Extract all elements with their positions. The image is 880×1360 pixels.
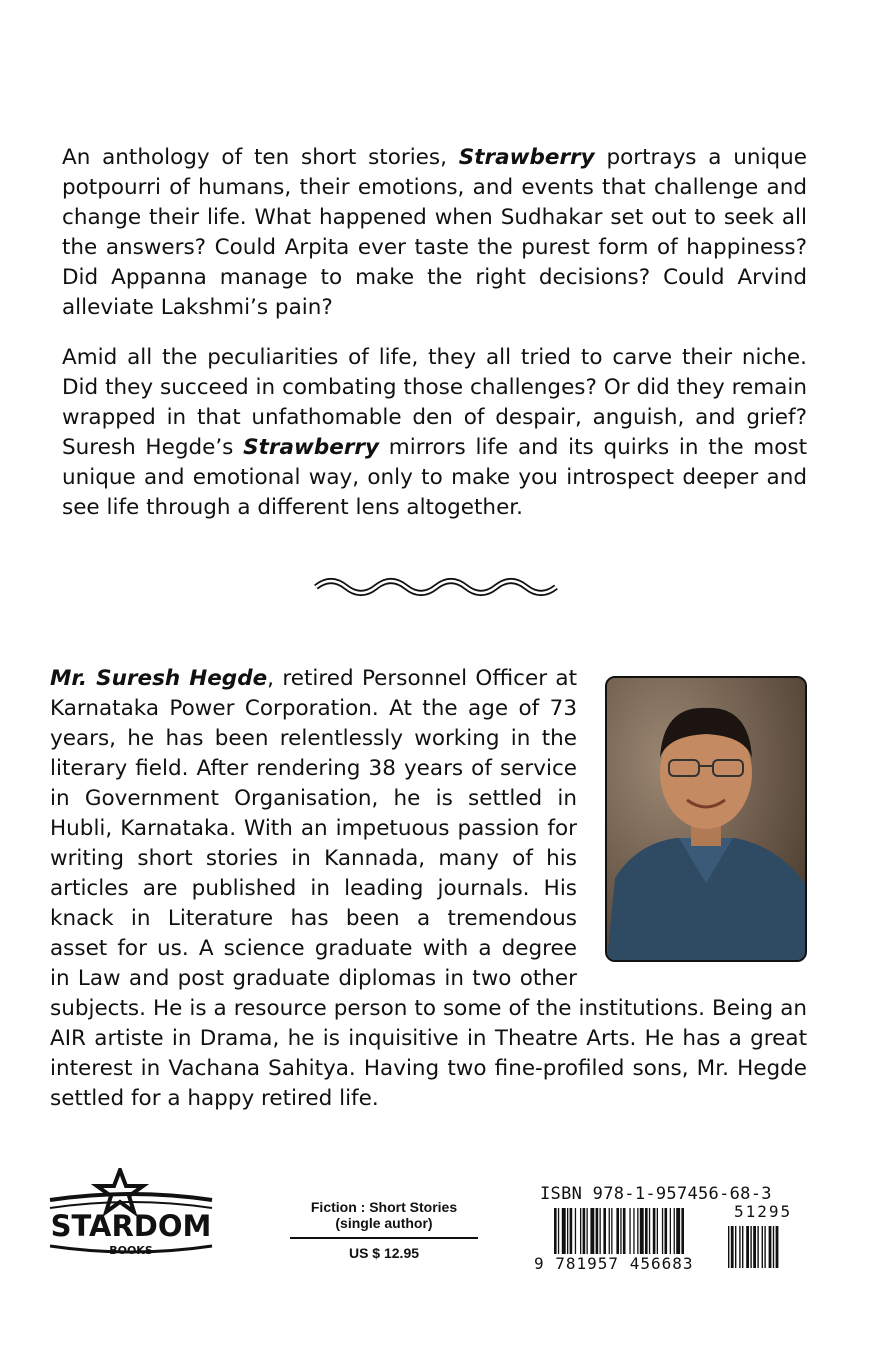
barcode-bar — [674, 1208, 675, 1260]
author-bio-text: , retired Personnel Officer at Karnataka Power Corporation. At the age of 73 years, he has been relentlessly working in the literary field. After rendering 38 years of service in Government Organisation, he is settled in Hubli, Karnataka. With an impetuous passion for writing short stories in Kannada, many of his articles are published in leading journals. His knack in Literature has been a tremendous asset for us. A science graduate with a degree in Law and post graduate diplomas in two other subjects. He is a resource person to some of the institutions. Being an AIR artiste in Drama, he is inquisitive in Theatre Arts. He has a great interest in Vachana Sahitya. Having two fine-profiled sons, Mr. Hegde settled for a happy retired life. — [50, 666, 807, 1111]
barcode-bar — [587, 1208, 588, 1260]
barcode-bar — [603, 1208, 606, 1260]
wave-divider-icon — [312, 572, 558, 602]
author-portrait-icon — [607, 678, 805, 960]
isbn-barcode — [534, 1184, 814, 1284]
barcode-bar — [653, 1208, 656, 1260]
price-label: US $ 12.95 — [348, 1245, 420, 1261]
author-bio — [50, 664, 807, 1114]
barcode-addon-bar — [753, 1226, 756, 1268]
barcode-bar — [616, 1208, 619, 1260]
barcode-bar — [609, 1208, 610, 1260]
divider — [290, 1237, 478, 1239]
barcode-bar — [580, 1208, 581, 1260]
blurb-text: An anthology of ten short stories, — [62, 145, 459, 170]
barcode-bar — [583, 1208, 586, 1260]
barcode-bar — [558, 1208, 559, 1260]
genre-label: Fiction : Short Stories — [310, 1199, 458, 1215]
barcode-bar — [600, 1208, 601, 1260]
genre-price-block — [290, 1199, 478, 1261]
barcode-bar — [623, 1208, 626, 1260]
barcode-addon-bar — [742, 1226, 743, 1268]
barcode-addon-bar — [746, 1226, 749, 1268]
genre-sublabel: (single author) — [335, 1215, 433, 1231]
isbn-digits: 9 781957 456683 — [534, 1254, 694, 1273]
barcode-bar — [596, 1208, 599, 1260]
barcode-bar — [611, 1208, 612, 1260]
barcode-bar — [637, 1208, 638, 1260]
barcode-bar — [645, 1208, 648, 1260]
barcode-bar — [562, 1208, 566, 1260]
barcode-addon-bar — [735, 1226, 736, 1268]
barcode-bar — [665, 1208, 668, 1260]
barcode-addon-bar — [776, 1226, 779, 1268]
barcode-addon-bar — [762, 1226, 763, 1268]
blurb-paragraph-2 — [62, 343, 807, 523]
barcode-bar — [620, 1208, 621, 1260]
barcode-bar — [640, 1208, 644, 1260]
author-name: Mr. Suresh Hegde — [50, 666, 268, 691]
barcode-addon-bar — [757, 1226, 758, 1268]
price-code: 51295 — [734, 1202, 793, 1221]
barcode-bar — [676, 1208, 680, 1260]
barcode-bar — [662, 1208, 663, 1260]
barcode-addon-bar — [731, 1226, 734, 1268]
book-title-inline: Strawberry — [458, 145, 595, 170]
barcode-bar — [649, 1208, 650, 1260]
barcode-bar — [629, 1208, 630, 1260]
barcode-bar — [590, 1208, 594, 1260]
barcode-addon-bar — [764, 1226, 765, 1268]
barcode-bar — [575, 1208, 576, 1260]
barcode-addon-bar — [769, 1226, 772, 1268]
logo-sub: BOOKS — [109, 1244, 153, 1257]
blurb-text: mirrors life and its quirks in the most unique and emotional way, only to make you introspect deeper and see life through a different lens altogether. — [62, 435, 808, 520]
author-photo — [605, 676, 807, 962]
barcode-addon-bar — [773, 1226, 774, 1268]
barcode-bar — [670, 1208, 671, 1260]
stardom-books-logo-icon — [48, 1168, 214, 1258]
barcode-bar — [633, 1208, 634, 1260]
blurb-paragraph-1 — [62, 143, 807, 323]
publisher-logo — [48, 1168, 214, 1258]
barcode-bar — [657, 1208, 658, 1260]
book-title-inline: Strawberry — [243, 435, 380, 460]
isbn-text: ISBN 978-1-957456-68-3 — [540, 1184, 772, 1204]
barcode-addon-bar — [728, 1226, 729, 1268]
barcode-bar — [570, 1208, 573, 1260]
barcode-bar — [567, 1208, 568, 1260]
blurb-text: portrays a unique potpourri of humans, their emotions, and events that challenge and change their life. What happened when Sudhakar set out to seek all the answers? Could Arpita ever taste the purest form of happiness? Did Appanna manage to make the right decisions? Could Arvind alleviate Lakshmi’s pain? — [62, 145, 807, 320]
blurb-text: Amid all the peculiarities of life, they all tried to carve their niche. Did they succeed in combating those challenges? Or did they remain wrapped in that unfathomable den of despair, anguish, and grief? Suresh Hegde’s — [62, 345, 807, 460]
logo-word: STARDOM — [50, 1209, 212, 1243]
barcode-addon-bar — [739, 1226, 740, 1268]
barcode-addon-bar — [750, 1226, 751, 1268]
